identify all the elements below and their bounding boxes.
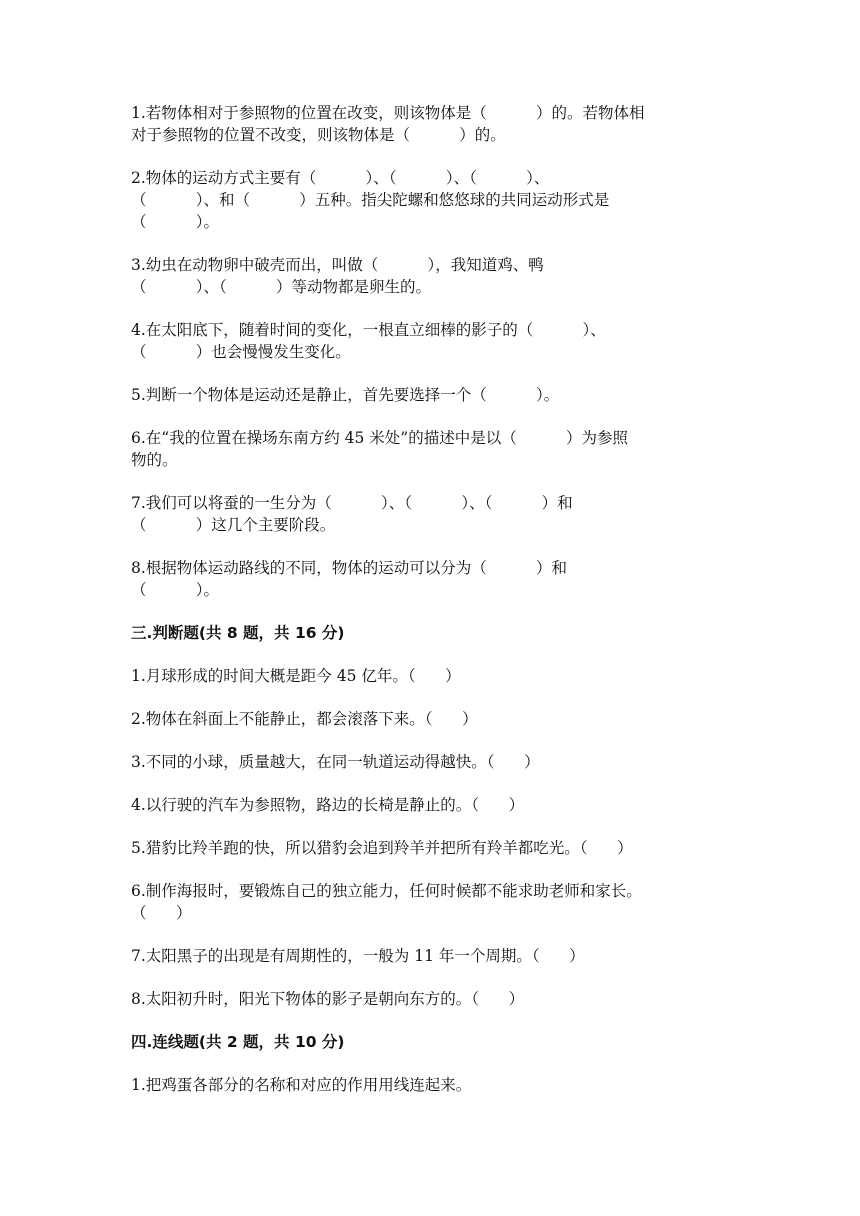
question-item <box>131 102 731 146</box>
question-item <box>131 557 731 601</box>
question-text-line: （ ）、和（ ）五种。指尖陀螺和悠悠球的共同运动形式是 <box>131 191 610 209</box>
fill-in-section <box>131 102 731 601</box>
section-3-heading: 三.判断题(共 8 题，共 16 分) <box>131 624 345 642</box>
judgement-section <box>131 665 731 1010</box>
question-item <box>131 492 731 536</box>
question-item <box>131 794 731 816</box>
question-text-line: （ ）、（ ）等动物都是卵生的。 <box>131 278 432 296</box>
question-text-line: （ ） <box>131 904 192 922</box>
question-text-line: 1.把鸡蛋各部分的名称和对应的作用用线连起来。 <box>131 1076 472 1094</box>
question-item <box>131 427 731 471</box>
question-item <box>131 319 731 363</box>
question-item <box>131 880 731 924</box>
section-4-heading: 四.连线题(共 2 题，共 10 分) <box>131 1033 345 1051</box>
question-text-line: 3.不同的小球，质量越大，在同一轨道运动得越快。（ ） <box>131 753 540 771</box>
question-item <box>131 1074 731 1096</box>
question-text-line: 2.物体在斜面上不能静止，都会滚落下来。（ ） <box>131 710 478 728</box>
question-text-line: （ ）这几个主要阶段。 <box>131 516 336 534</box>
question-text-line: （ ）。 <box>131 213 220 231</box>
question-text-line: 8.根据物体运动路线的不同，物体的运动可以分为（ ）和 <box>131 559 568 577</box>
question-item <box>131 167 731 233</box>
question-item <box>131 384 731 406</box>
question-text-line: 7.我们可以将蚕的一生分为（ ）、（ ）、（ ）和 <box>131 494 573 512</box>
question-item <box>131 751 731 773</box>
question-item <box>131 945 731 967</box>
matching-section <box>131 1074 731 1096</box>
question-text-line: 5.猎豹比羚羊跑的快，所以猎豹会追到羚羊并把所有羚羊都吃光。（ ） <box>131 839 633 857</box>
question-text-line: 4.在太阳底下，随着时间的变化，一根直立细棒的影子的（ ）、 <box>131 321 606 339</box>
question-text-line: 1.若物体相对于参照物的位置在改变，则该物体是（ ）的。若物体相 <box>131 104 645 122</box>
question-text-line: 2.物体的运动方式主要有（ ）、（ ）、（ ）、 <box>131 169 550 187</box>
question-text-line: 6.在“我的位置在操场东南方约 45 米处”的描述中是以（ ）为参照 <box>131 429 628 447</box>
worksheet-page <box>131 102 731 1096</box>
question-text-line: （ ）。 <box>131 581 220 599</box>
question-text-line: （ ）也会慢慢发生变化。 <box>131 343 351 361</box>
question-item <box>131 988 731 1010</box>
question-text-line: 物的。 <box>131 451 178 469</box>
question-item <box>131 665 731 687</box>
question-text-line: 5.判断一个物体是运动还是静止，首先要选择一个（ ）。 <box>131 386 560 404</box>
question-text-line: 7.太阳黑子的出现是有周期性的，一般为 11 年一个周期。（ ） <box>131 947 585 965</box>
question-text-line: 对于参照物的位置不改变，则该物体是（ ）的。 <box>131 126 506 144</box>
question-text-line: 4.以行驶的汽车为参照物，路边的长椅是静止的。（ ） <box>131 796 525 814</box>
question-text-line: 8.太阳初升时，阳光下物体的影子是朝向东方的。（ ） <box>131 990 525 1008</box>
question-text-line: 1.月球形成的时间大概是距今 45 亿年。（ ） <box>131 667 461 685</box>
question-item <box>131 708 731 730</box>
question-text-line: 6.制作海报时，要锻炼自己的独立能力，任何时候都不能求助老师和家长。 <box>131 882 642 900</box>
question-item <box>131 837 731 859</box>
question-text-line: 3.幼虫在动物卵中破壳而出，叫做（ ），我知道鸡、鸭 <box>131 256 544 274</box>
question-item <box>131 254 731 298</box>
